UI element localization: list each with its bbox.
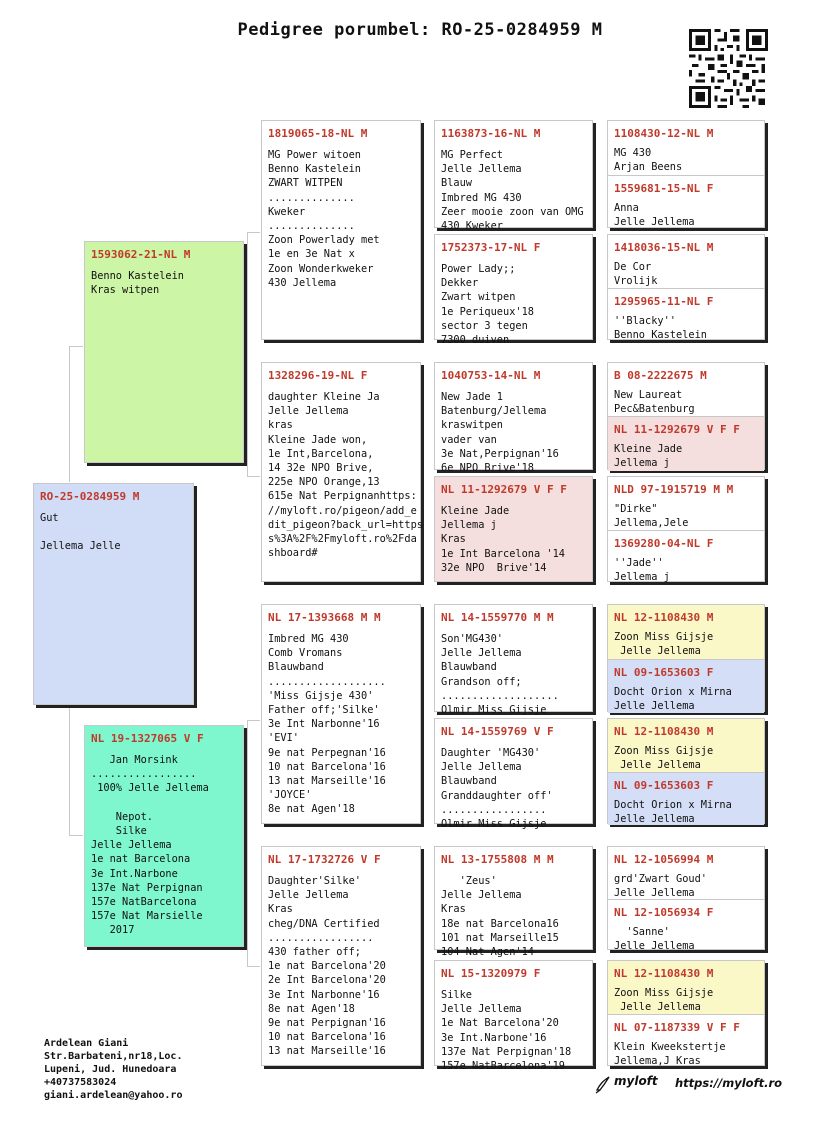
card-details: Zoon Miss Gijsje Jelle Jellema — [614, 745, 714, 772]
card-details: Docht Orion x Mirna Jelle Jellema — [614, 799, 732, 826]
card-details: Daughter 'MG430' Jelle Jellema Blauwband Granddaughter off' ................. Olmir Miss Gijsje — [441, 747, 553, 831]
card-details: 'Zeus' Jelle Jellema Kras 18e nat Barcelona16 101 nat Marseille15 104 Nat Agen'14 — [441, 875, 559, 959]
grandparent-card[interactable] — [261, 604, 421, 824]
generation-4-card[interactable] — [608, 530, 764, 583]
generation-4-card[interactable] — [608, 288, 764, 341]
page-title: Pedigree porumbel: RO-25-0284959 M — [237, 20, 603, 40]
ring-number: NL 12-1108430 M — [614, 967, 714, 980]
ring-number: NL 13-1755808 M M — [441, 853, 554, 866]
connector-line — [247, 720, 260, 721]
connector-line — [69, 835, 83, 836]
owner-contact: Ardelean Giani Str.Barbateni,nr18,Loc. Lupeni, Jud. Hunedoara +40737583024 giani.ardelean@yahoo.ro — [44, 1038, 183, 1101]
great-grandparent-card[interactable] — [434, 362, 593, 475]
ring-number: NL 17-1393668 M M — [268, 611, 381, 624]
generation-4-pair — [607, 234, 765, 340]
grandparent-card[interactable] — [261, 846, 421, 1066]
ring-number: NL 12-1108430 M — [614, 611, 714, 624]
ring-number: 1163873-16-NL M — [441, 127, 541, 140]
generation-4-pair — [607, 476, 765, 582]
great-grandparent-card[interactable] — [434, 604, 593, 717]
ring-number: NL 11-1292679 V F F — [614, 423, 740, 436]
ring-number: NL 14-1559770 M M — [441, 611, 554, 624]
card-details: Imbred MG 430 Comb Vromans Blauwband ................... 'Miss Gijsje 430' Father off;'Silke' 3e Int Narbonne'16 'EVI' 9e nat Perpegnan'16 10 nat Barcelona'16 13 nat Marseille'16 'JOYCE' 8e nat Agen'18 — [268, 633, 386, 816]
connector-line — [69, 706, 70, 835]
generation-4-card[interactable] — [608, 1014, 764, 1067]
card-details: Gut Jellema Jelle — [40, 512, 121, 553]
ring-number: 1559681-15-NL F — [614, 182, 714, 195]
card-details: ''Jade'' Jellema j — [614, 557, 670, 584]
ring-number: NL 19-1327065 V F — [91, 732, 204, 745]
card-details: Silke Jelle Jellema 1e Nat Barcelona'20 3e Int.Narbone'16 137e Nat Perpignan'18 157e NatBarcelona'19 — [441, 989, 572, 1073]
great-grandparent-card[interactable] — [434, 120, 593, 233]
card-details: ''Blacky'' Benno Kastelein — [614, 315, 707, 342]
great-grandparent-card[interactable] — [434, 846, 593, 959]
generation-4-card[interactable] — [608, 363, 764, 416]
generation-4-card[interactable] — [608, 961, 764, 1014]
great-grandparent-card[interactable] — [434, 718, 593, 831]
ring-number: RO-25-0284959 M — [40, 490, 140, 503]
card-details: MG 430 Arjan Beens — [614, 147, 683, 174]
card-details: Kleine Jade Jellema j — [614, 443, 683, 470]
great-grandparent-card[interactable] — [434, 476, 593, 582]
connector-line — [247, 966, 260, 967]
ring-number: B 08-2222675 M — [614, 369, 707, 382]
generation-4-card[interactable] — [608, 719, 764, 772]
ring-number: 1040753-14-NL M — [441, 369, 541, 382]
card-details: "Dirke" Jellema,Jele — [614, 503, 689, 530]
brand-name — [614, 1074, 658, 1088]
ring-number: NL 12-1056994 M — [614, 853, 714, 866]
grandparent-card[interactable] — [261, 362, 421, 582]
generation-4-card[interactable] — [608, 121, 764, 175]
website-link[interactable]: https://myloft.ro — [675, 1076, 783, 1090]
ring-number: NLD 97-1915719 M M — [614, 483, 734, 496]
ring-number: 1295965-11-NL F — [614, 295, 714, 308]
ring-number: NL 14-1559769 V F — [441, 725, 554, 738]
generation-4-pair — [607, 362, 765, 470]
ring-number: 1328296-19-NL F — [268, 369, 368, 382]
connector-line — [69, 346, 83, 347]
connector-line — [247, 720, 248, 966]
ring-number: 1108430-12-NL M — [614, 127, 714, 140]
generation-4-pair — [607, 120, 765, 228]
card-details: Zoon Miss Gijsje Jelle Jellema — [614, 631, 714, 658]
generation-4-pair — [607, 718, 765, 824]
subject-card[interactable] — [33, 483, 194, 705]
card-details: MG Perfect Jelle Jellema Blauw Imbred MG 430 Zeer mooie zoon van OMG 430 Kweker — [441, 149, 584, 233]
brand-text: myloft — [614, 1074, 658, 1088]
ring-number: NL 15-1320979 F — [441, 967, 541, 980]
dam-card[interactable] — [84, 725, 244, 947]
card-details: De Cor Vrolijk — [614, 261, 658, 288]
connector-line — [247, 232, 260, 233]
ring-number: NL 12-1056934 F — [614, 906, 714, 919]
generation-4-pair — [607, 604, 765, 712]
connector-line — [247, 232, 248, 477]
card-details: MG Power witoen Benno Kastelein ZWART WITPEN .............. Kweker .............. Zoon Powerlady met 1e en 3e Nat x Zoon Wonderkweker 430 Jellema — [268, 149, 380, 289]
generation-4-card[interactable] — [608, 416, 764, 471]
card-details: daughter Kleine Ja Jelle Jellema kras Kleine Jade won, 1e Int,Barcelona, 14 32e NPO Brive, 225e NPO Orange,13 615e Nat Perpignanhttps: //myloft.ro/pigeon/add_e dit_pigeon?back_url=https s%3A%2F%2Fmyloft.ro%2Fda shboard# — [268, 391, 423, 560]
ring-number: 1369280-04-NL F — [614, 537, 714, 550]
generation-4-card[interactable] — [608, 605, 764, 659]
card-details: Kleine Jade Jellema j Kras 1e Int Barcelona '14 32e NPO Brive'14 — [441, 505, 565, 574]
card-details: grd'Zwart Goud' Jelle Jellema — [614, 873, 707, 900]
generation-4-card[interactable] — [608, 847, 764, 899]
generation-4-card[interactable] — [608, 235, 764, 288]
ring-number: 1593062-21-NL M — [91, 248, 191, 261]
card-details: Son'MG430' Jelle Jellema Blauwband Grandson off; ................... Olmir Miss Gijsje — [441, 633, 559, 717]
connector-line — [69, 346, 70, 482]
generation-4-card[interactable] — [608, 899, 764, 951]
great-grandparent-card[interactable] — [434, 234, 593, 347]
generation-4-pair — [607, 846, 765, 953]
ring-number: NL 09-1653603 F — [614, 779, 714, 792]
card-details: Power Lady;; Dekker Zwart witpen 1e Periqueux'18 sector 3 tegen 7300 duiven — [441, 263, 534, 347]
generation-4-card[interactable] — [608, 659, 764, 713]
card-details: Daughter'Silke' Jelle Jellema Kras cheg/DNA Certified ................. 430 father off; 1e nat Barcelona'20 2e Int Barcelona'20 3e Int Narbonne'16 8e nat Agen'18 9e nat Perpignan'16 10 nat Barcelona'16 13 nat Marseille'16 — [268, 875, 386, 1058]
card-details: New Laureat Pec&Batenburg — [614, 389, 695, 416]
generation-4-card[interactable] — [608, 175, 764, 229]
generation-4-card[interactable] — [608, 477, 764, 530]
myloft-logo-icon — [594, 1074, 612, 1094]
card-details: Zoon Miss Gijsje Jelle Jellema — [614, 987, 714, 1014]
great-grandparent-card[interactable] — [434, 960, 593, 1073]
ring-number: 1418036-15-NL M — [614, 241, 714, 254]
card-details: Jan Morsink ................. 100% Jelle Jellema Nepot. Silke Jelle Jellema 1e nat Barcelona 3e Int.Narbone 137e Nat Perpignan 157e NatBarcelona 157e Nat Marsielle 2017 — [91, 754, 209, 937]
ring-number: NL 07-1187339 V F F — [614, 1021, 740, 1034]
ring-number: NL 11-1292679 V F F — [441, 483, 567, 496]
connector-line — [247, 476, 260, 477]
card-details: Docht Orion x Mirna Jelle Jellema — [614, 686, 732, 713]
generation-4-card[interactable] — [608, 772, 764, 825]
qr-code-icon — [689, 29, 768, 108]
sire-card[interactable] — [84, 241, 244, 463]
card-details: Anna Jelle Jellema — [614, 202, 695, 229]
generation-4-pair — [607, 960, 765, 1066]
ring-number: NL 17-1732726 V F — [268, 853, 381, 866]
ring-number: 1819065-18-NL M — [268, 127, 368, 140]
ring-number: NL 12-1108430 M — [614, 725, 714, 738]
ring-number: 1752373-17-NL F — [441, 241, 541, 254]
card-details: New Jade 1 Batenburg/Jellema kraswitpen vader van 3e Nat,Perpignan'16 6e NPO Brive'18 — [441, 391, 559, 475]
card-details: 'Sanne' Jelle Jellema — [614, 926, 695, 953]
ring-number: NL 09-1653603 F — [614, 666, 714, 679]
card-details: Klein Kweekstertje Jellema,J Kras — [614, 1041, 726, 1068]
card-details: Benno Kastelein Kras witpen — [91, 270, 184, 297]
grandparent-card[interactable] — [261, 120, 421, 340]
